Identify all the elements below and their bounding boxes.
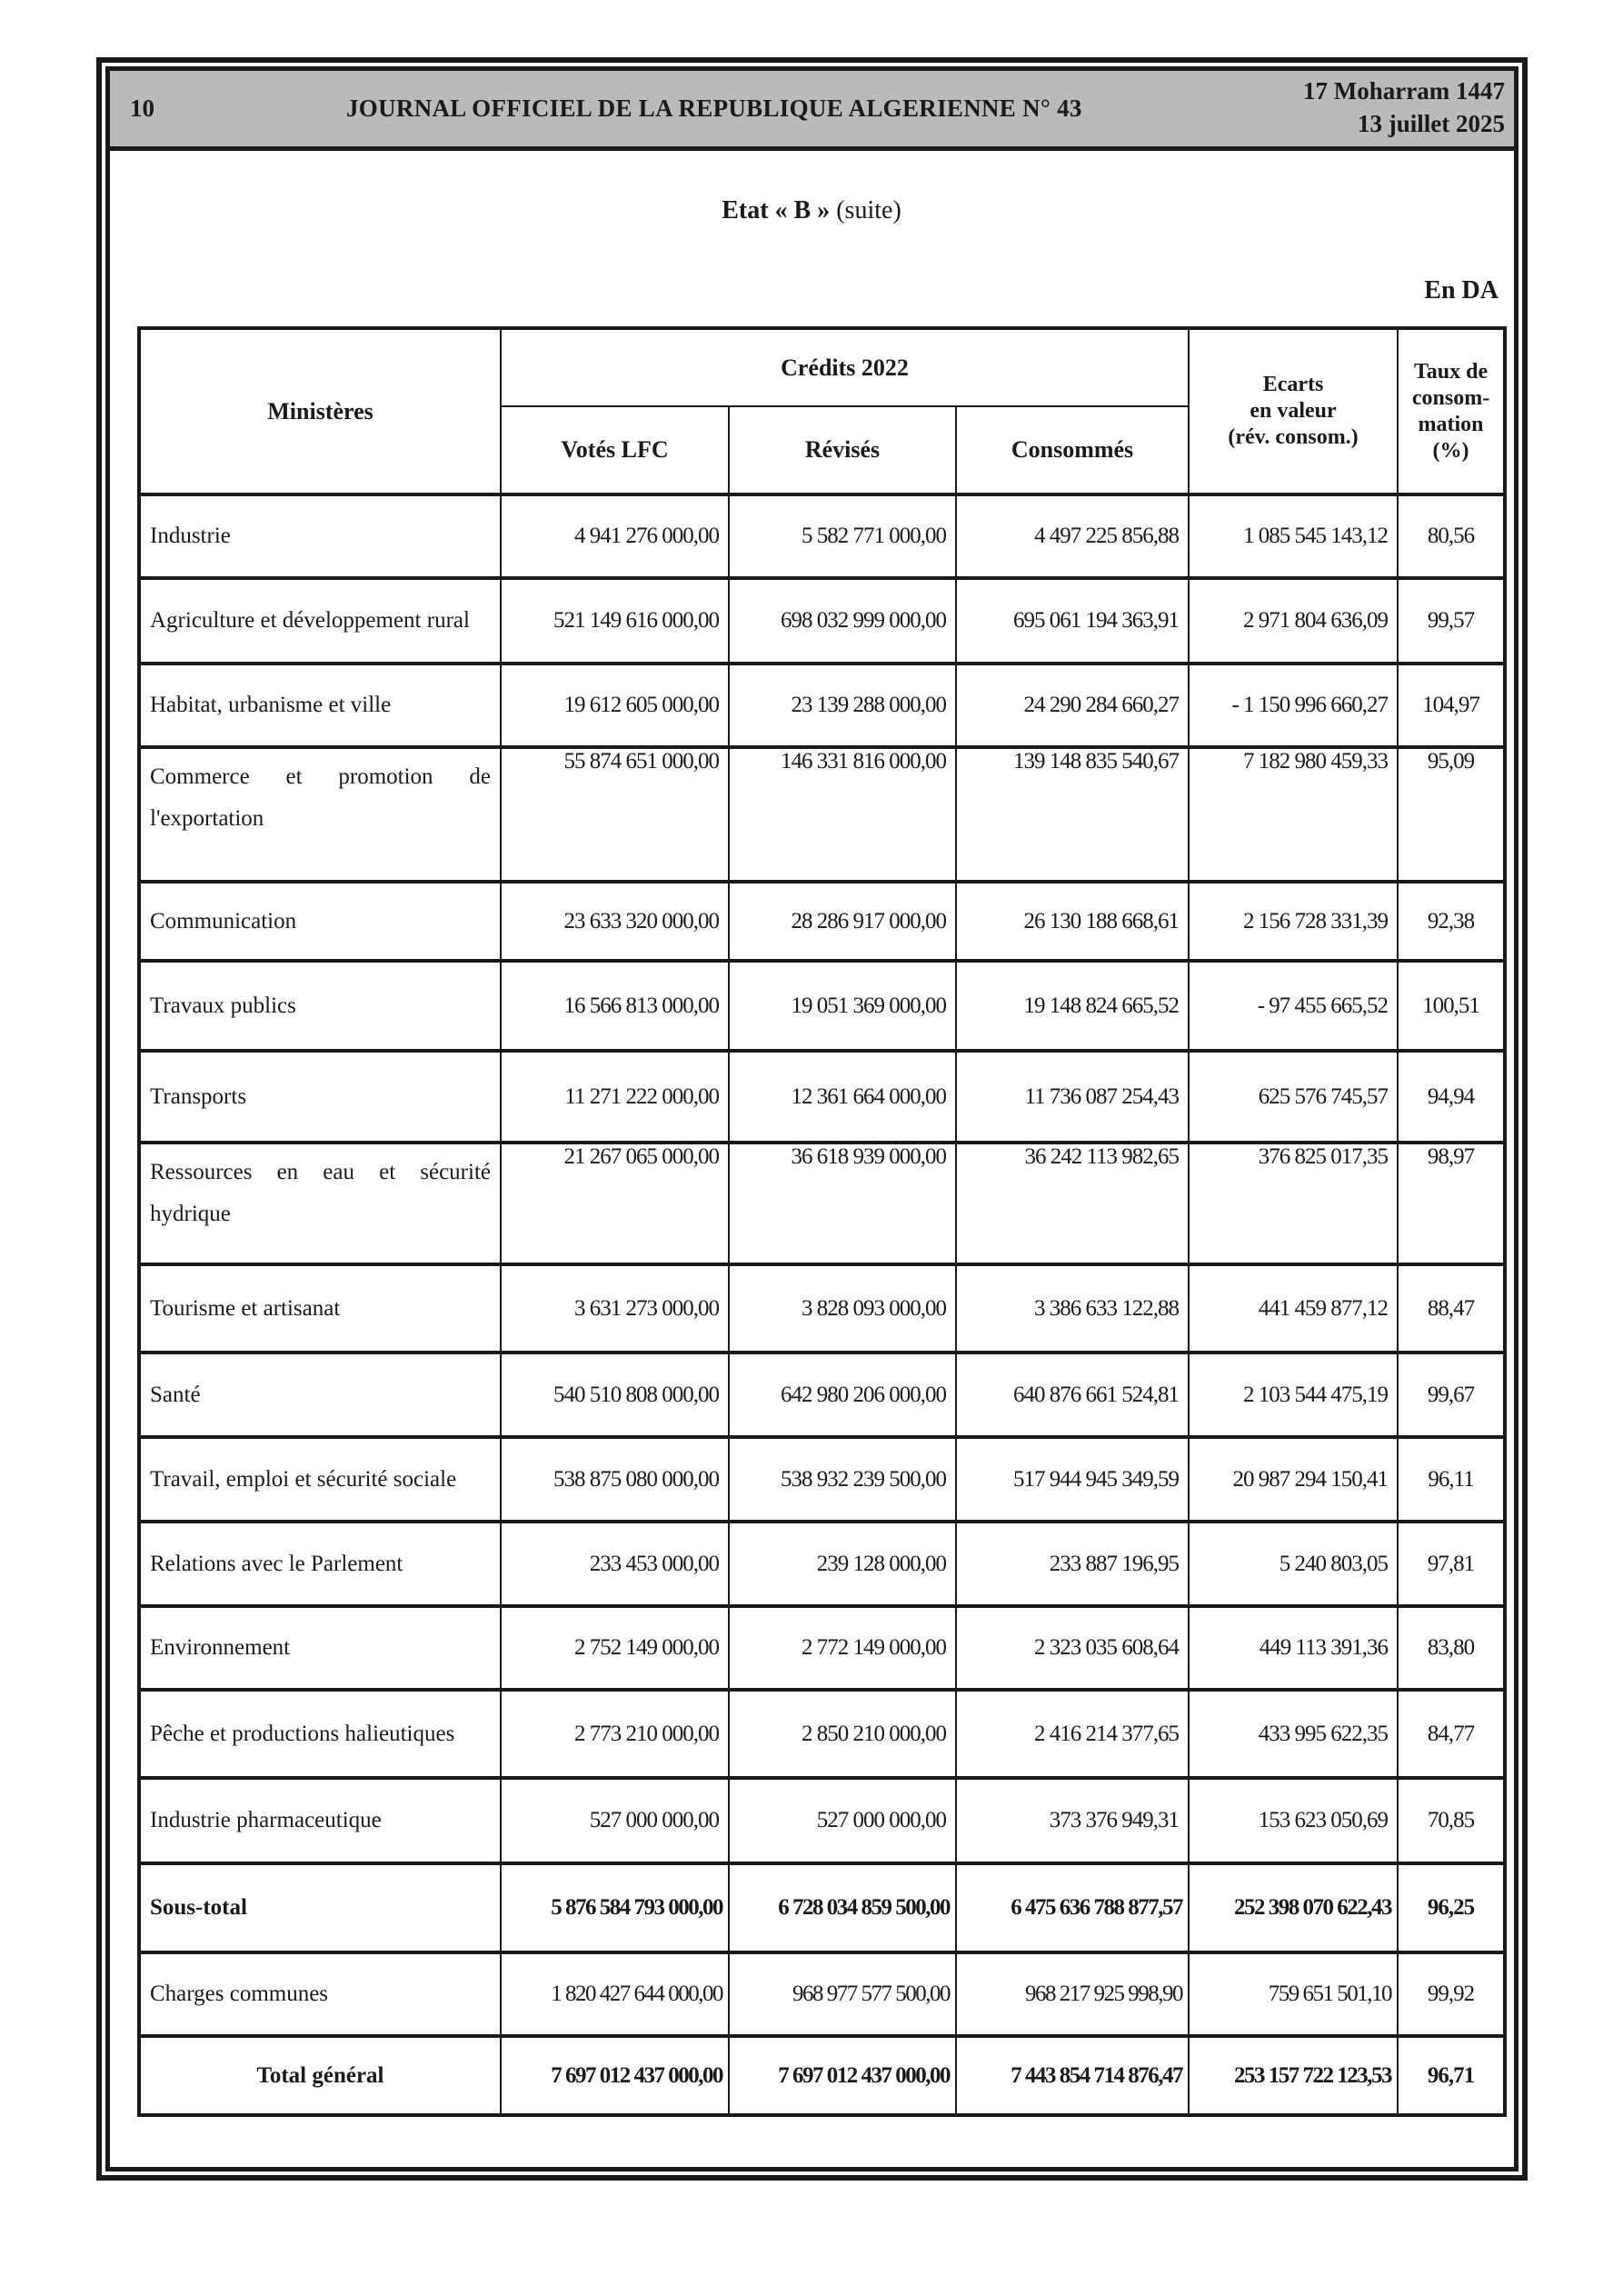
header-taux-l1: Taux de	[1413, 359, 1489, 384]
cell-revises: 28 286 917 000,00	[729, 882, 956, 961]
date-hijri: 17 Moharram 1447	[1303, 77, 1505, 105]
table-row	[139, 1778, 1505, 1863]
cell-ecarts: 441 459 877,12	[1189, 1264, 1398, 1353]
cell-ministere: Environnement	[139, 1606, 501, 1690]
cell-ministere: Transports	[139, 1051, 501, 1143]
cell-ecarts: - 97 455 665,52	[1189, 961, 1398, 1051]
cell-votes: 11 271 222 000,00	[501, 1051, 729, 1143]
cell-ecarts: - 1 150 996 660,27	[1189, 664, 1398, 747]
table-row	[139, 664, 1505, 747]
cell-label: Total général	[139, 2036, 501, 2115]
cell-consommes: 2 323 035 608,64	[956, 1606, 1189, 1690]
header-taux-l3: mation	[1418, 412, 1484, 436]
cell-consommes: 6 475 636 788 877,57	[956, 1863, 1189, 1952]
cell-revises: 968 977 577 500,00	[729, 1952, 956, 2036]
header-revises: Révisés	[729, 406, 956, 494]
cell-ecarts: 252 398 070 622,43	[1189, 1863, 1398, 1952]
cell-revises: 5 582 771 000,00	[729, 494, 956, 578]
header-ecarts-l1: Ecarts	[1262, 373, 1324, 396]
cell-votes: 3 631 273 000,00	[501, 1264, 729, 1353]
cell-label: Charges communes	[139, 1952, 501, 2036]
table-row	[139, 1522, 1505, 1606]
page-number: 10	[130, 95, 154, 122]
header-taux-l2: consom-	[1411, 385, 1490, 410]
cell-taux: 96,11	[1398, 1437, 1505, 1522]
cell-revises: 2 772 149 000,00	[729, 1606, 956, 1690]
cell-consommes: 24 290 284 660,27	[956, 664, 1189, 747]
cell-votes: 521 149 616 000,00	[501, 578, 729, 664]
cell-votes: 19 612 605 000,00	[501, 664, 729, 747]
table-row	[139, 1606, 1505, 1690]
cell-votes: 233 453 000,00	[501, 1522, 729, 1606]
journal-title: JOURNAL OFFICIEL DE LA REPUBLIQUE ALGERIENNE N° 43	[346, 95, 1082, 122]
cell-taux: 98,97	[1398, 1143, 1505, 1264]
cell-revises: 527 000 000,00	[729, 1778, 956, 1863]
cell-taux: 99,67	[1398, 1353, 1505, 1437]
cell-ministere: Travaux publics	[139, 961, 501, 1051]
cell-revises: 12 361 664 000,00	[729, 1051, 956, 1143]
cell-revises: 23 139 288 000,00	[729, 664, 956, 747]
document-title	[0, 196, 1623, 225]
issue-date	[1303, 75, 1505, 140]
document-title-suffix: (suite)	[830, 196, 901, 225]
cell-consommes: 3 386 633 122,88	[956, 1264, 1189, 1353]
cell-consommes: 233 887 196,95	[956, 1522, 1189, 1606]
cell-ministere: Agriculture et développement rural	[139, 578, 501, 664]
cell-consommes: 11 736 087 254,43	[956, 1051, 1189, 1143]
currency-unit: En DA	[1424, 276, 1499, 304]
cell-ecarts: 625 576 745,57	[1189, 1051, 1398, 1143]
cell-consommes: 640 876 661 524,81	[956, 1353, 1189, 1437]
cell-ecarts: 153 623 050,69	[1189, 1778, 1398, 1863]
cell-ecarts: 2 971 804 636,09	[1189, 578, 1398, 664]
cell-ecarts: 20 987 294 150,41	[1189, 1437, 1398, 1522]
cell-revises: 239 128 000,00	[729, 1522, 956, 1606]
header-ministeres: Ministères	[139, 328, 501, 494]
cell-consommes: 26 130 188 668,61	[956, 882, 1189, 961]
table-row	[139, 1437, 1505, 1522]
cell-ministere: Industrie	[139, 494, 501, 578]
cell-taux: 92,38	[1398, 882, 1505, 961]
cell-ministere: Habitat, urbanisme et ville	[139, 664, 501, 747]
cell-consommes: 968 217 925 998,90	[956, 1952, 1189, 2036]
table-row-sous-total	[139, 1863, 1505, 1952]
cell-ministere: Santé	[139, 1353, 501, 1437]
cell-revises: 146 331 816 000,00	[729, 747, 956, 882]
table-row-total-general	[139, 2036, 1505, 2115]
table-row-charges-communes	[139, 1952, 1505, 2036]
cell-taux: 96,25	[1398, 1863, 1505, 1952]
table-row	[139, 961, 1505, 1051]
date-gregorian: 13 juillet 2025	[1358, 110, 1505, 137]
header-taux	[1398, 328, 1505, 494]
cell-revises: 642 980 206 000,00	[729, 1353, 956, 1437]
cell-taux: 96,71	[1398, 2036, 1505, 2115]
cell-ministere: Commerce et promotion de l'exportation	[139, 747, 501, 882]
cell-label: Sous-total	[139, 1863, 501, 1952]
cell-ecarts: 376 825 017,35	[1189, 1143, 1398, 1264]
cell-consommes: 2 416 214 377,65	[956, 1690, 1189, 1778]
header-votes: Votés LFC	[501, 406, 729, 494]
cell-consommes: 695 061 194 363,91	[956, 578, 1189, 664]
cell-taux: 94,94	[1398, 1051, 1505, 1143]
cell-revises: 3 828 093 000,00	[729, 1264, 956, 1353]
cell-revises: 7 697 012 437 000,00	[729, 2036, 956, 2115]
cell-ecarts: 2 103 544 475,19	[1189, 1353, 1398, 1437]
cell-consommes: 4 497 225 856,88	[956, 494, 1189, 578]
cell-ecarts: 759 651 501,10	[1189, 1952, 1398, 2036]
cell-consommes: 373 376 949,31	[956, 1778, 1189, 1863]
cell-taux: 84,77	[1398, 1690, 1505, 1778]
cell-ministere: Relations avec le Parlement	[139, 1522, 501, 1606]
cell-taux: 99,57	[1398, 578, 1505, 664]
cell-ecarts: 2 156 728 331,39	[1189, 882, 1398, 961]
cell-votes: 16 566 813 000,00	[501, 961, 729, 1051]
cell-votes: 55 874 651 000,00	[501, 747, 729, 882]
cell-ministere: Tourisme et artisanat	[139, 1264, 501, 1353]
table-row	[139, 882, 1505, 961]
cell-ministere: Industrie pharmaceutique	[139, 1778, 501, 1863]
cell-ecarts: 5 240 803,05	[1189, 1522, 1398, 1606]
table-row	[139, 747, 1505, 882]
cell-revises: 698 032 999 000,00	[729, 578, 956, 664]
table-row	[139, 494, 1505, 578]
cell-ministere: Ressources en eau et sécurité hydrique	[139, 1143, 501, 1264]
cell-taux: 70,85	[1398, 1778, 1505, 1863]
cell-ministere: Travail, emploi et sécurité sociale	[139, 1437, 501, 1522]
cell-ministere: Pêche et productions halieutiques	[139, 1690, 501, 1778]
credits-table	[137, 326, 1507, 2117]
header-ecarts-l3: (rév. consom.)	[1228, 425, 1359, 449]
header-ecarts	[1189, 328, 1398, 494]
cell-votes: 7 697 012 437 000,00	[501, 2036, 729, 2115]
cell-taux: 104,97	[1398, 664, 1505, 747]
cell-taux: 83,80	[1398, 1606, 1505, 1690]
cell-consommes: 517 944 945 349,59	[956, 1437, 1189, 1522]
cell-votes: 1 820 427 644 000,00	[501, 1952, 729, 2036]
cell-votes: 2 773 210 000,00	[501, 1690, 729, 1778]
table-row	[139, 1264, 1505, 1353]
cell-consommes: 139 148 835 540,67	[956, 747, 1189, 882]
cell-consommes: 19 148 824 665,52	[956, 961, 1189, 1051]
cell-revises: 36 618 939 000,00	[729, 1143, 956, 1264]
header-credits-2022: Crédits 2022	[501, 328, 1189, 406]
cell-votes: 4 941 276 000,00	[501, 494, 729, 578]
header-ecarts-l2: en valeur	[1250, 399, 1337, 423]
cell-votes: 527 000 000,00	[501, 1778, 729, 1863]
table-row	[139, 1051, 1505, 1143]
cell-taux: 95,09	[1398, 747, 1505, 882]
document-title-main: Etat « B »	[722, 196, 831, 225]
journal-masthead	[110, 71, 1514, 151]
cell-consommes: 36 242 113 982,65	[956, 1143, 1189, 1264]
cell-taux: 88,47	[1398, 1264, 1505, 1353]
table-row	[139, 578, 1505, 664]
cell-consommes: 7 443 854 714 876,47	[956, 2036, 1189, 2115]
cell-votes: 2 752 149 000,00	[501, 1606, 729, 1690]
cell-votes: 23 633 320 000,00	[501, 882, 729, 961]
cell-revises: 2 850 210 000,00	[729, 1690, 956, 1778]
table-body	[139, 494, 1505, 2115]
cell-taux: 80,56	[1398, 494, 1505, 578]
cell-ministere: Communication	[139, 882, 501, 961]
cell-taux: 100,51	[1398, 961, 1505, 1051]
cell-ecarts: 1 085 545 143,12	[1189, 494, 1398, 578]
cell-votes: 5 876 584 793 000,00	[501, 1863, 729, 1952]
cell-votes: 538 875 080 000,00	[501, 1437, 729, 1522]
header-taux-l4: (%)	[1432, 438, 1469, 463]
cell-revises: 538 932 239 500,00	[729, 1437, 956, 1522]
table-row	[139, 1143, 1505, 1264]
cell-revises: 6 728 034 859 500,00	[729, 1863, 956, 1952]
cell-revises: 19 051 369 000,00	[729, 961, 956, 1051]
cell-votes: 540 510 808 000,00	[501, 1353, 729, 1437]
table-row	[139, 1353, 1505, 1437]
cell-taux: 97,81	[1398, 1522, 1505, 1606]
cell-taux: 99,92	[1398, 1952, 1505, 2036]
cell-ecarts: 7 182 980 459,33	[1189, 747, 1398, 882]
cell-ecarts: 433 995 622,35	[1189, 1690, 1398, 1778]
header-consommes: Consommés	[956, 406, 1189, 494]
table-row	[139, 1690, 1505, 1778]
cell-ecarts: 253 157 722 123,53	[1189, 2036, 1398, 2115]
cell-votes: 21 267 065 000,00	[501, 1143, 729, 1264]
cell-ecarts: 449 113 391,36	[1189, 1606, 1398, 1690]
